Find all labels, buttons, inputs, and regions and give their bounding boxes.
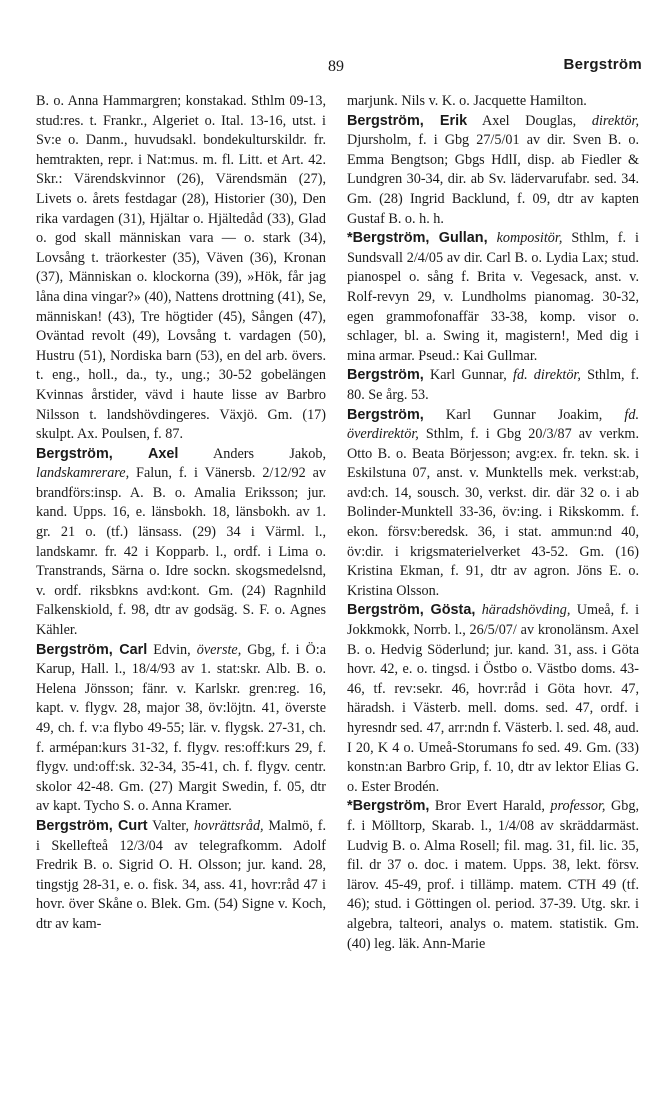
entry-name: *Bergström, <box>347 798 430 815</box>
biography-entry <box>347 112 639 230</box>
entry-name: Bergström, Gösta, <box>347 602 476 619</box>
entry-text: Umeå, f. i Jokkmokk, Norrb. l., 26/5/07/ av kronolänsm. Axel B. o. Hedvig Söderlund; jur. kand. 31, ass. i Göta hovr. 42, e. o. tingsd. i Östbo o. Västbo doms. 43-46, tf. rev:sekr. 46, hovr:råd i Göta hovr. 47, häradsh. i Västerb. mell. doms. sed. 47, ordf. i hyresndr sed. 47, arr:ndn f. Västerb. l. sed. 48, aud. I 20, K 4 o. Umeå-Storumans fo sed. 49. Gm. (33) konstn:an Barbro Grip, f. 10, dtr av lektor Elias G. o. Ester Brodén. <box>347 602 640 795</box>
entry-text: Gbg, f. i Ö:a Karup, Hall. l., 18/4/93 av 1. stat:skr. Alb. B. o. Helena Jönsson; fänr. v. Karlskr. gren:reg. 16, kapt. v. flygv. 28, major 38, öv:löjtn. 41, överste 49, ch. f. v:a flybo 49-55; lär. v. flygsk. 27-31, ch. f. armépan:kurs 31-32, f. flygv. res:off:kurs 29, f. flygv. und:off:sk. 32-34, 35-41, ch. f. flygv. centr. skolor 42-48. Gm. (27) Margit Swedin, f. 05, dtr av kapt. Tycho S. o. Anna Kramer. <box>36 641 327 815</box>
right-column <box>347 92 639 954</box>
entry-text: Malmö, f. i Skellefteå 12/3/04 av telegrafkomm. Adolf Fredrik B. o. Sigrid O. H. Olsson; jur. kand. 28, tingstjg 28-31, e. o. fisk. 34, ass. 41, hovr:råd 47 i hovr. över Skåne o. Blek. Gm. (54) Signe v. Koch, dtr av kam- <box>36 817 327 932</box>
biography-entry <box>36 641 326 817</box>
left-column <box>36 92 326 935</box>
entry-given-names <box>488 230 497 246</box>
entry-given-names: Valter, <box>147 817 190 834</box>
entry-title: professor, <box>550 798 606 815</box>
entry-name: *Bergström, Gullan, <box>347 230 488 247</box>
entry-title: fd. överdirektör, <box>347 406 640 443</box>
biography-entry <box>347 406 639 602</box>
entry-given-names: Karl Gunnar Joakim, <box>423 406 603 423</box>
biography-entry <box>347 797 639 954</box>
entry-name: Bergström, <box>347 367 424 384</box>
biography-entry <box>347 92 639 112</box>
entry-name: Bergström, Curt <box>36 817 148 834</box>
biography-entry <box>36 92 326 445</box>
page-number: 89 <box>328 58 344 75</box>
entry-given-names: Karl Gunnar, <box>423 367 507 384</box>
entry-title: landskamrerare, <box>36 465 130 482</box>
biography-entry <box>36 445 326 641</box>
entry-text: Sthlm, f. i Sundsvall 2/4/05 av dir. Carl B. o. Lydia Lax; stud. pianospel o. sång f. Brita v. Vegesack, anst. v. Rolf-revyn 29, v. Lundholms pianomag. 30-32, egen grammofonaffär 33-38, komp. visor o. schlager, bl. a. Swing it, magistern!, Med dig i mina armar. Pseud.: Kai Gullmar. <box>347 230 639 364</box>
entry-title: fd. direktör, <box>513 367 581 384</box>
entry-text: Falun, f. i Vänersb. 2/12/92 av brandförs:insp. A. B. o. Amalia Eriksson; jur. kand. Upps. 16, e. länsbokh. 18, länsbokh. av 1. gr. 21 o. (tf.) länsass. (29) 34 i Värml. l., landskamr. fr. 42 i Kopparb. l., ordf. i Lima o. Transtrands, Särna o. Idre sockn. skogsmedelsnd, v. ordf. riksbkns avd:kont. Gm. (24) Ragnhild Falkenskiold, f. 98, dtr av godsäg. S. F. o. Agnes Kähler. <box>36 465 326 639</box>
entry-text: Sthlm, f. i Gbg 20/3/87 av verkm. Otto B. o. Beata Börjesson; avg:ex. fr. tekn. sk. i Eskilstuna 07, anst. v. Munktells mek. verkst:ab, avd:ch. 14, sousch. 30, verkst. dir. där 32 o. i ab Bolinder-Munktell 33-36, öv:ing. i Rikskomm. f. ekon. försv:beredsk. 36, i stat. ammun:nd 40, öv:dir. i krigsmaterielverket 43-52. Gm. (16) Kristina Ekman, f. 91, dtr av agron. Jöns E. o. Kristina Olsson. <box>347 426 639 599</box>
entry-title: kompositör, <box>496 230 563 247</box>
entry-given-names: Anders Jakob, <box>178 445 326 462</box>
entry-name: Bergström, <box>347 406 424 423</box>
entry-text: marjunk. Nils v. K. o. Jacquette Hamilton. <box>347 93 587 109</box>
entry-name: Bergström, Erik <box>347 112 468 129</box>
entry-text: B. o. Anna Hammargren; konstakad. Sthlm 09-13, stud:res. t. Frankr., Algeriet o. Ital. 13-16, utst. i Sv:e o. Danm., huvudsakl. bondekulturskildr. fr. hemtrakten, repr. i Nat:mus. m. fl. Litt. et Art. 42. Skr.: Värendskvinnor (26), Värendsmän (27), Livets o. årets festdagar (28), Historier (30), Den rika vardagen (31), Hjältar o. Hjältedåd (33), Glad o. god skall människan vara — o. stark (34), Lovsång t. träorkester (35), Väven (36), Kronan (37), Människan o. klockorna (39), »Hök, får jag låna dina vingar?» (40), Nattens drottning (41), Se, människan! (43), Tre högtider (45), Sången (47), Oväntad revolt (49), Lovsång t. vardagen (50), Hustru (51), Nordiska barn (53), en del arb. övers. t. eng., holl., da., ty., ung.; 30-52 gobelängen Kvinnas årstider, vävd i haute lisse av Barbro Nilsson t. landshövdingeres. Växjö. Gm. (17) skulpt. Ax. Poulsen, f. 87. <box>36 93 326 443</box>
biography-entry <box>347 366 639 405</box>
running-head: Bergström <box>563 56 642 73</box>
entry-title: hovrättsråd, <box>193 817 264 834</box>
entry-title: direktör, <box>591 112 640 129</box>
biography-entry <box>36 817 326 935</box>
entry-name: Bergström, Carl <box>36 641 148 658</box>
biography-entry <box>347 601 639 797</box>
entry-given-names: Bror Evert Harald, <box>429 798 545 815</box>
biography-entry <box>347 229 639 366</box>
entry-name: Bergström, Axel <box>36 445 179 462</box>
entry-title: häradshövding, <box>481 602 571 619</box>
entry-text: Sthlm, f. 80. Se årg. 53. <box>347 367 639 403</box>
entry-text: Djursholm, f. i Gbg 27/5/01 av dir. Sven B. o. Emma Bengtson; Gbgs HdlI, disp. ab Fiedler & Lundgren 30-34, dir. ab Sv. lädervarufabr. sed. 34. Gm. (28) Ingrid Backlund, f. 09, dtr av kapten Gustaf B. o. h. h. <box>347 132 639 227</box>
entry-given-names: Edvin, <box>147 641 191 658</box>
entry-text: Gbg, f. i Mölltorp, Skarab. l., 1/4/08 av skräddarmäst. Ludvig B. o. Alma Rosell; fil. mag. 31, fil. lic. 35, fil. dr 37 o. doc. i matem. Upps. 38, lekt. försv. lärov. 45-49, prof. i tillämp. matem. CTH 49 (tf. 46); stud. i Göttingen ol. period. 37-39. Utg. skr. i algebra, talteori, analys o. matem. statistik. Gm. (40) leg. läk. Ann-Marie <box>347 798 640 952</box>
entry-given-names: Axel Douglas, <box>467 112 577 129</box>
entry-title: överste, <box>196 641 242 658</box>
